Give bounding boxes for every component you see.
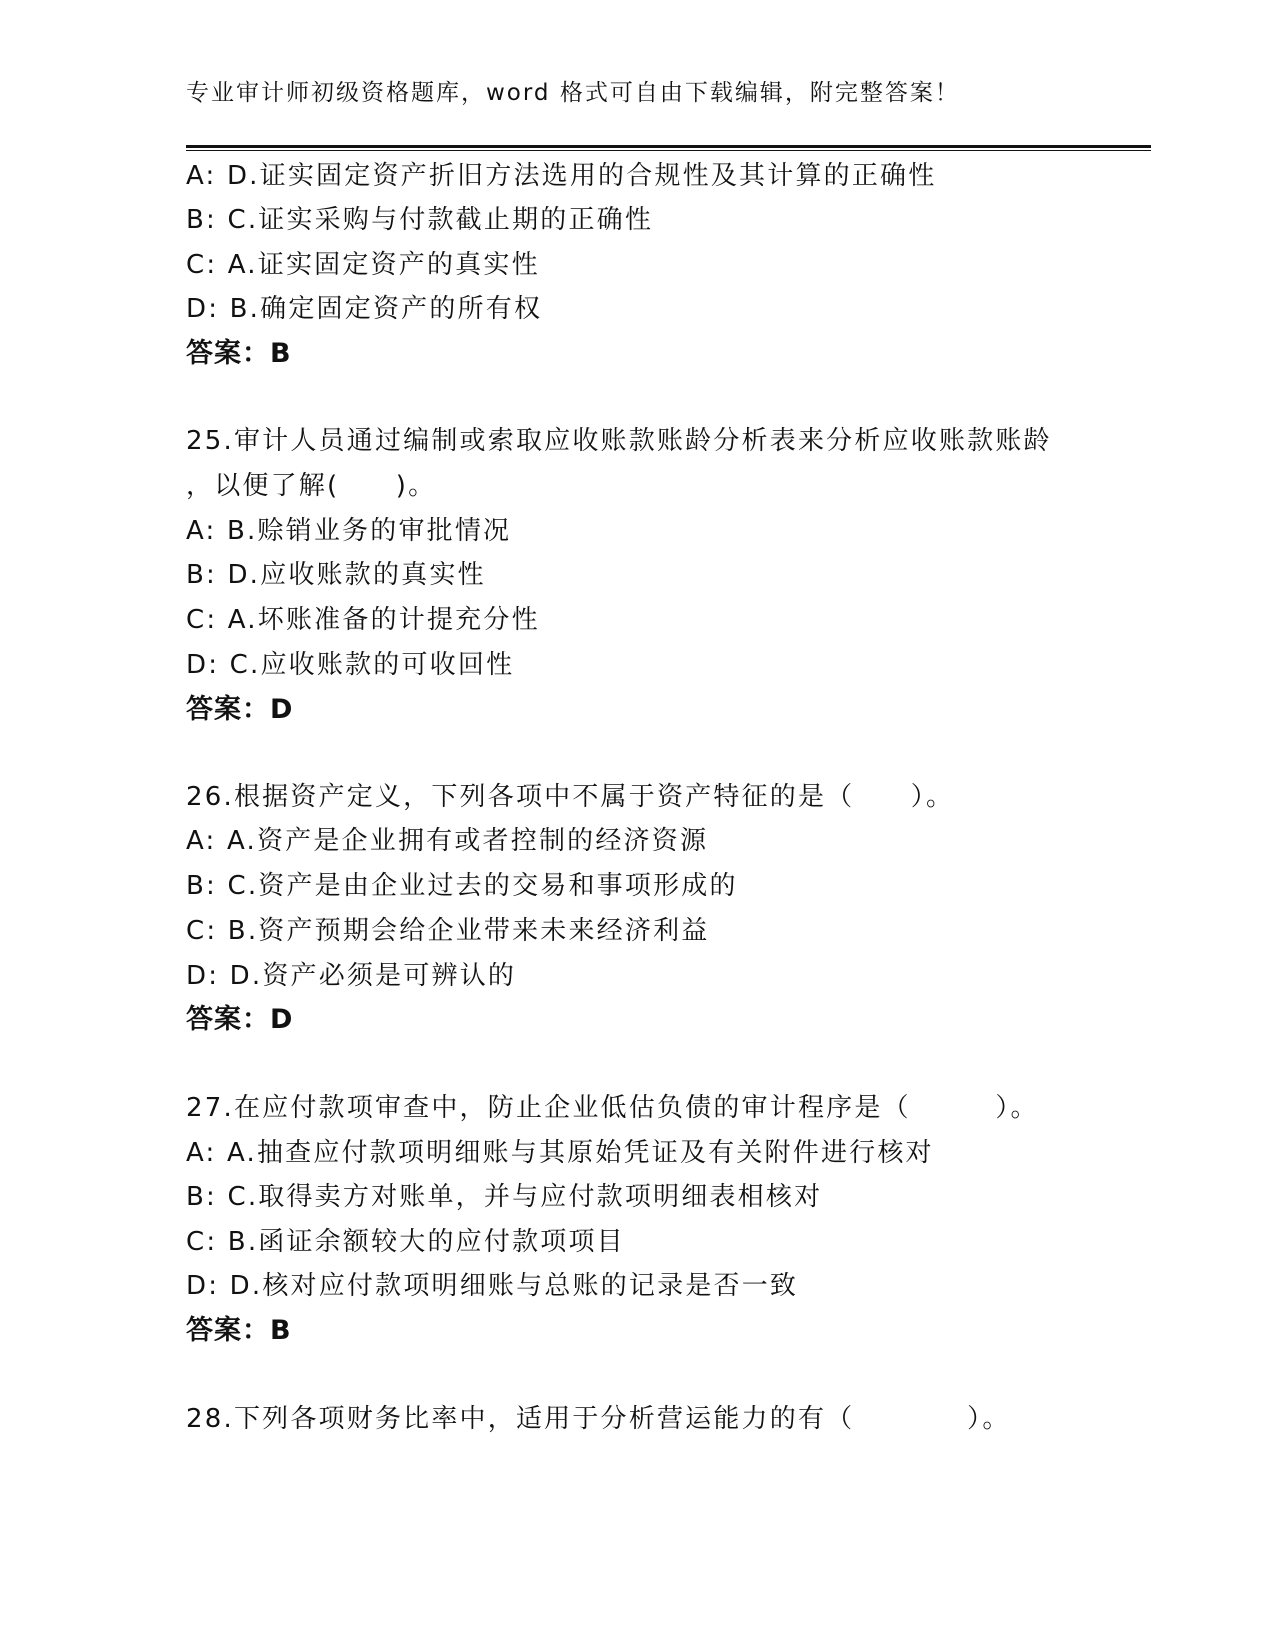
q25-option-c: C: A.坏账准备的计提充分性 [186, 605, 540, 635]
q25-option-b: B: D.应收账款的真实性 [186, 560, 486, 590]
header-rule-thick [186, 145, 1151, 148]
q25-question-line2: ，以便了解( )。 [186, 471, 437, 501]
q27-question: 27.在应付款项审查中，防止企业低估负债的审计程序是（ ）。 [186, 1093, 1039, 1123]
q25-option-a: A: B.赊销业务的审批情况 [186, 516, 512, 546]
q26-option-a: A: A.资产是企业拥有或者控制的经济资源 [186, 826, 709, 856]
q26-answer: 答案：D [186, 1004, 294, 1035]
q24-option-b: B: C.证实采购与付款截止期的正确性 [186, 205, 654, 235]
q27-option-a: A: A.抽查应付款项明细账与其原始凭证及有关附件进行核对 [186, 1138, 934, 1168]
q27-option-d: D: D.核对应付款项明细账与总账的记录是否一致 [186, 1271, 799, 1301]
q27-option-c: C: B.函证余额较大的应付款项项目 [186, 1227, 625, 1257]
q24-option-d: D: B.确定固定资产的所有权 [186, 294, 543, 324]
q26-question: 26.根据资产定义，下列各项中不属于资产特征的是（ ）。 [186, 782, 955, 812]
q28-question: 28.下列各项财务比率中，适用于分析营运能力的有（ ）。 [186, 1404, 1011, 1434]
q26-option-c: C: B.资产预期会给企业带来未来经济利益 [186, 916, 710, 946]
header-rule-thin [186, 150, 1151, 151]
q26-option-d: D: D.资产必须是可辨认的 [186, 961, 517, 991]
q24-option-c: C: A.证实固定资产的真实性 [186, 250, 540, 280]
q25-answer: 答案：D [186, 694, 294, 725]
q24-answer: 答案：B [186, 338, 292, 369]
q27-answer: 答案：B [186, 1315, 292, 1346]
page-header: 专业审计师初级资格题库，word 格式可自由下载编辑，附完整答案！ [186, 80, 960, 106]
q26-option-b: B: C.资产是由企业过去的交易和事项形成的 [186, 871, 738, 901]
q25-question-line1: 25.审计人员通过编制或索取应收账款账龄分析表来分析应收账款账龄 [186, 426, 1052, 456]
q24-option-a: A: D.证实固定资产折旧方法选用的合规性及其计算的正确性 [186, 161, 937, 191]
q25-option-d: D: C.应收账款的可收回性 [186, 650, 515, 680]
q27-option-b: B: C.取得卖方对账单，并与应付款项明细表相核对 [186, 1182, 823, 1212]
